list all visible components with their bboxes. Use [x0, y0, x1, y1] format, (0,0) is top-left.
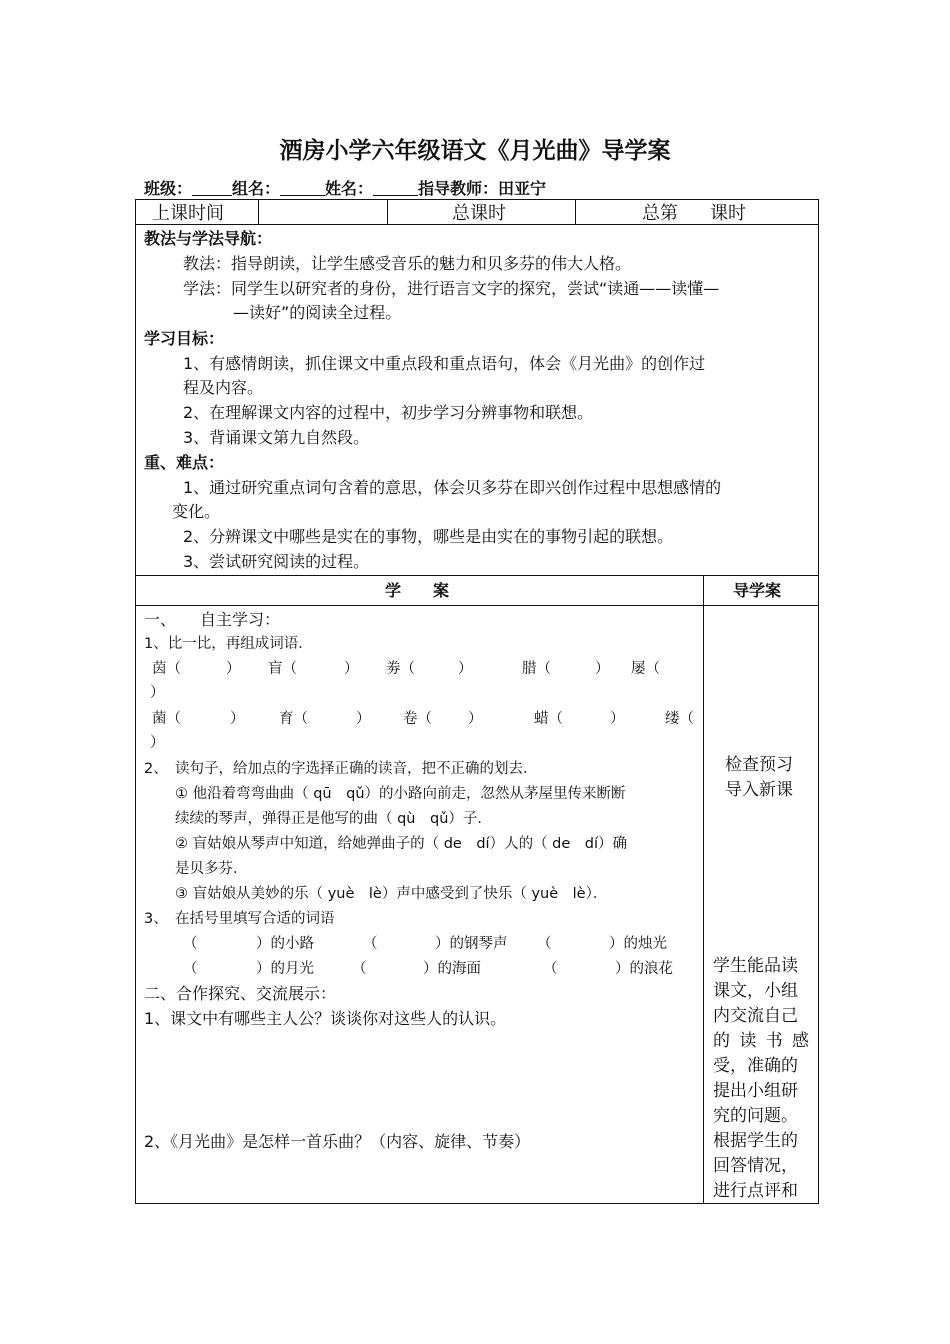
- row1-item: 茵（: [152, 661, 181, 677]
- fill-question: 3、 在括号里填写合适的词语: [144, 911, 335, 927]
- row2-item: ）: [610, 711, 625, 727]
- keypoint-1-line1: 1、通过研究重点词句含着的意思，体会贝多芬在即兴创作过程中思想感情的: [183, 478, 722, 497]
- period-label: 课时: [710, 203, 746, 224]
- row1-item: ）: [344, 661, 359, 677]
- row1-item: 屡（: [631, 661, 660, 677]
- side-note-line: 进行点评和: [713, 1181, 798, 1201]
- learn-method-line1: 学法：同学生以研究者的身份，进行语言文字的探究，尝试“读通——读懂—: [183, 279, 720, 298]
- sentence-1-line1: ① 他沿着弯弯曲曲（ qū qǔ）的小路向前走，忽然从茅屋里传来断断: [175, 786, 626, 802]
- teacher-label: 指导教师：田亚宁: [418, 179, 547, 198]
- side-note-line: 学生能品读: [713, 956, 798, 976]
- fill-item: ）的月光: [256, 961, 314, 977]
- teach-method: 教法：指导朗读，让学生感受音乐的魅力和贝多芬的伟大人格。: [183, 254, 632, 273]
- compare-question: 1、比一比，再组成词语．: [144, 636, 313, 652]
- row1-item: 腊（: [522, 661, 551, 677]
- name-label: 姓名：: [325, 179, 374, 198]
- goals-heading: 学习目标：: [144, 329, 225, 348]
- fill-item: （: [543, 961, 558, 977]
- goal-1-line2: 程及内容。: [183, 378, 264, 397]
- row1-item: 盲（: [268, 661, 297, 677]
- sentence-1-line2: 续续的琴声，弹得正是他写的曲（ qù qǔ）子．: [175, 811, 492, 827]
- total-hours-label: 总课时: [452, 203, 506, 224]
- side-note-line: [713, 1029, 809, 1053]
- goal-1-line1: 1、有感情朗读，抓住课文中重点段和重点语句，体会《月光曲》的创作过: [183, 354, 706, 373]
- side-note-line: 内交流自己: [713, 1006, 798, 1026]
- rule-columns-bottom: [135, 605, 819, 606]
- row2-item: 蜡（: [534, 711, 563, 727]
- goal-3: 3、背诵课文第九自然段。: [183, 428, 370, 447]
- reading-question: 2、 读句子，给加点的字选择正确的读音，把不正确的划去．: [144, 761, 538, 777]
- section2-question-1: 1、课文中有哪些主人公？谈谈你对这些人的认识。: [144, 1009, 507, 1028]
- side-note-char: 书: [765, 1031, 783, 1051]
- rule-h-col1: [258, 199, 259, 224]
- side-note-preview: 检查预习: [725, 755, 793, 775]
- group-label: 组名：: [232, 179, 281, 198]
- guide-heading: 教法与学法导航：: [144, 229, 273, 248]
- side-note-line: 根据学生的: [713, 1131, 798, 1151]
- fill-item: （: [537, 936, 552, 952]
- row2-item: ）: [468, 711, 483, 727]
- fill-item: （: [352, 961, 367, 977]
- rule-h-col2: [387, 199, 388, 224]
- fill-item: ）的小路: [256, 936, 314, 952]
- rule-h-col3: [575, 199, 576, 224]
- info-line: [144, 176, 546, 199]
- side-note-line: 课文，小组: [713, 981, 798, 1001]
- class-label: 班级：: [144, 179, 193, 198]
- side-note-line: 究的问题。: [713, 1106, 798, 1126]
- sentence-3: ③ 盲姑娘从美妙的乐（ yuè lè）声中感受到了快乐（ yuè lè）．: [175, 886, 608, 902]
- section2-heading: 二、合作探究、交流展示：: [144, 984, 337, 1003]
- class-blank: [192, 179, 232, 196]
- rule-guide-col: [703, 575, 704, 1204]
- sentence-2-line2: 是贝多芬．: [175, 861, 248, 877]
- row2-item: 缕（: [665, 711, 694, 727]
- sentence-2-line1: ② 盲姑娘从琴声中知道，给她弹曲子的（ de dí）人的（ de dí）确: [175, 836, 628, 852]
- fill-item: ）的钢琴声: [435, 936, 508, 952]
- side-note-char: 感: [791, 1031, 809, 1051]
- name-blank: [373, 179, 418, 196]
- row2-item: ）: [356, 711, 371, 727]
- total-no-label: 总第: [642, 203, 678, 224]
- fill-item: （: [363, 936, 378, 952]
- row1-wrap: ）: [150, 685, 165, 701]
- side-note-line: 回答情况，: [713, 1156, 798, 1176]
- page-title: 酒房小学六年级语文《月光曲》导学案: [279, 138, 671, 164]
- row2-wrap: ）: [150, 735, 165, 751]
- side-note-char: 的: [713, 1031, 730, 1051]
- fill-item: （: [183, 936, 198, 952]
- study-case-heading: 学 案: [385, 581, 450, 600]
- learn-method-line2: —读好”的阅读全过程。: [233, 303, 402, 322]
- row2-item: ）: [230, 711, 245, 727]
- keypoint-3: 3、尝试研究阅读的过程。: [183, 552, 370, 571]
- side-note-intro: 导入新课: [725, 780, 793, 800]
- section1-heading: 一、 自主学习：: [144, 610, 281, 629]
- row1-item: ）: [226, 661, 241, 677]
- keypoint-2: 2、分辨课文中哪些是实在的事物，哪些是由实在的事物引起的联想。: [183, 527, 674, 546]
- keypoint-1-line2: 变化。: [172, 502, 221, 521]
- row2-item: 菌（: [152, 711, 181, 727]
- row1-item: ）: [458, 661, 473, 677]
- fill-item: ）的烛光: [609, 936, 667, 952]
- side-note-char: 读: [739, 1031, 757, 1051]
- row1-item: 劵（: [386, 661, 415, 677]
- row1-item: ）: [595, 661, 610, 677]
- fill-item: ）的浪花: [615, 961, 673, 977]
- keypoints-heading: 重、难点：: [144, 453, 225, 472]
- rule-columns-top: [135, 575, 819, 576]
- side-note-line: 受，准确的: [713, 1056, 798, 1076]
- section2-question-2: 2、《月光曲》是怎样一首乐曲？（内容、旋律、节奏）: [144, 1132, 531, 1151]
- fill-item: （: [183, 961, 198, 977]
- row2-item: 卷（: [403, 711, 432, 727]
- goal-2: 2、在理解课文内容的过程中，初步学习分辨事物和联想。: [183, 403, 594, 422]
- class-time-label: 上课时间: [152, 203, 224, 224]
- guide-case-heading: 导学案: [733, 581, 782, 600]
- fill-item: ）的海面: [423, 961, 481, 977]
- group-blank: [280, 179, 325, 196]
- row2-item: 育（: [279, 711, 308, 727]
- side-note-line: 提出小组研: [713, 1081, 798, 1101]
